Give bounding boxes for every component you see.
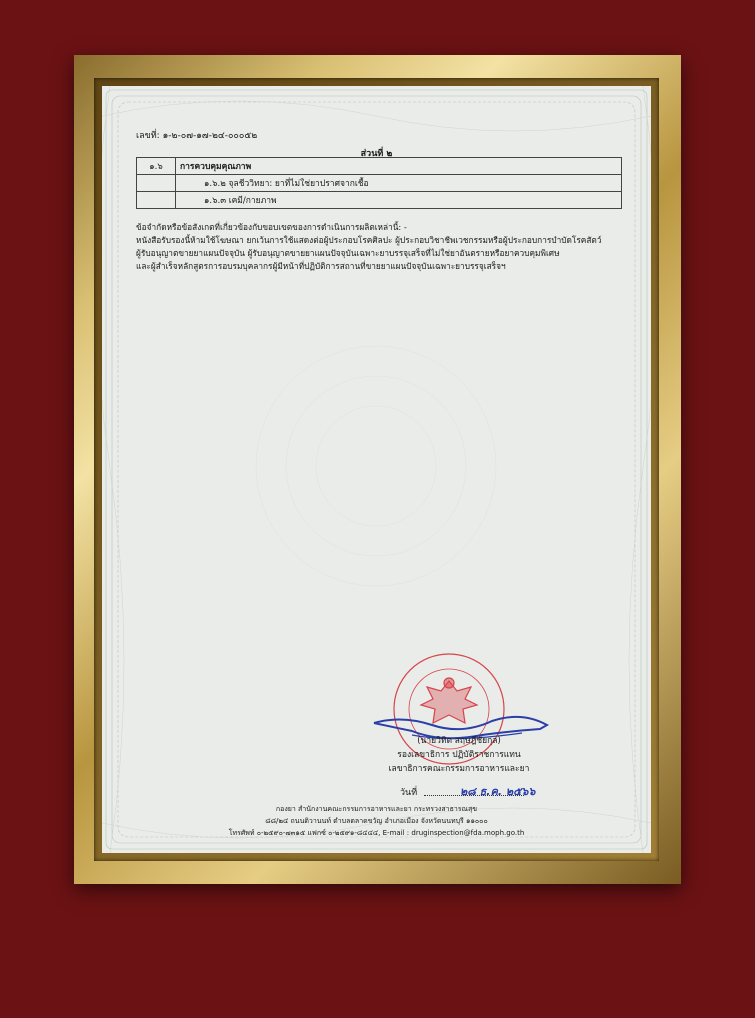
signer-title: รองเลขาธิการ ปฏิบัติราชการแทน [397,750,521,760]
date-value: ๒๘ ธ.ค. ๒๕๖๖ [460,785,536,798]
document-number: เลขที่: ๑-๒-๐๗-๑๗-๒๔-๐๐๐๕๒ [136,131,258,141]
table-cell-text: ๑.๖.๒ จุลชีววิทยา: ยาที่ไม่ใช่ยาปราศจากเชื้อ [176,175,622,192]
signer-title: เลขาธิการคณะกรรมการอาหารและยา [388,764,530,774]
footer-line: โทรศัพท์ ๐-๒๕๙๐-๗๓๑๕ แฟกซ์ ๐-๒๕๙๑-๘๔๔๔, E-mail : druginspection@fda.moph.go.th [228,829,525,837]
table-cell-number [137,192,176,209]
table-cell-number: ๑.๖ [137,158,176,175]
condition-line: และผู้สำเร็จหลักสูตรการอบรมบุคลากรผู้มีหน้าที่ปฏิบัติการสถานที่ขายยาแผนปัจจุบันเฉพาะยาบรรจุเสร็จฯ [136,261,506,271]
certificate-paper [102,86,651,853]
quality-control-table [136,157,622,209]
table-row [137,175,622,192]
condition-line: ผู้รับอนุญาตขายยาแผนปัจจุบัน ผู้รับอนุญาตขายยาแผนปัจจุบันเฉพาะยาบรรจุเสร็จที่ไม่ใช่ยาอันตรายหรือยาควบคุมพิเศษ [136,248,560,258]
date-label: วันที่ [400,788,418,798]
footer-line: กองยา สำนักงานคณะกรรมการอาหารและยา กระทรวงสาธารณสุข [275,805,478,813]
table-cell-number [137,175,176,192]
table-row [137,192,622,209]
table-cell-text: การควบคุมคุณภาพ [176,158,622,175]
condition-line: หนังสือรับรองนี้ห้ามใช้โฆษณา ยกเว้นการใช้แสดงต่อผู้ประกอบโรคศิลปะ ผู้ประกอบวิชาชีพเวชกรรมหรือผู้ประกอบการบำบัดโรคสัตว์ [136,235,602,245]
footer-line: ๘๘/๒๔ ถนนติวานนท์ ตำบลตลาดขวัญ อำเภอเมือง จังหวัดนนทบุรี ๑๑๐๐๐ [265,817,488,825]
certificate-content [102,86,651,853]
table-cell-text: ๑.๖.๓ เคมี/กายภาพ [176,192,622,209]
picture-frame [74,55,681,884]
frame-inner-border [94,78,659,861]
section-title: ส่วนที่ ๒ [360,149,393,159]
table-row [137,158,622,175]
signer-name: (นายวิทิต สฤษฎีชัยกุล) [417,736,501,746]
condition-line: ข้อจำกัดหรือข้อสังเกตที่เกี่ยวข้องกับขอบเขตของการดำเนินการผลิตเหล่านี้: - [136,222,407,232]
